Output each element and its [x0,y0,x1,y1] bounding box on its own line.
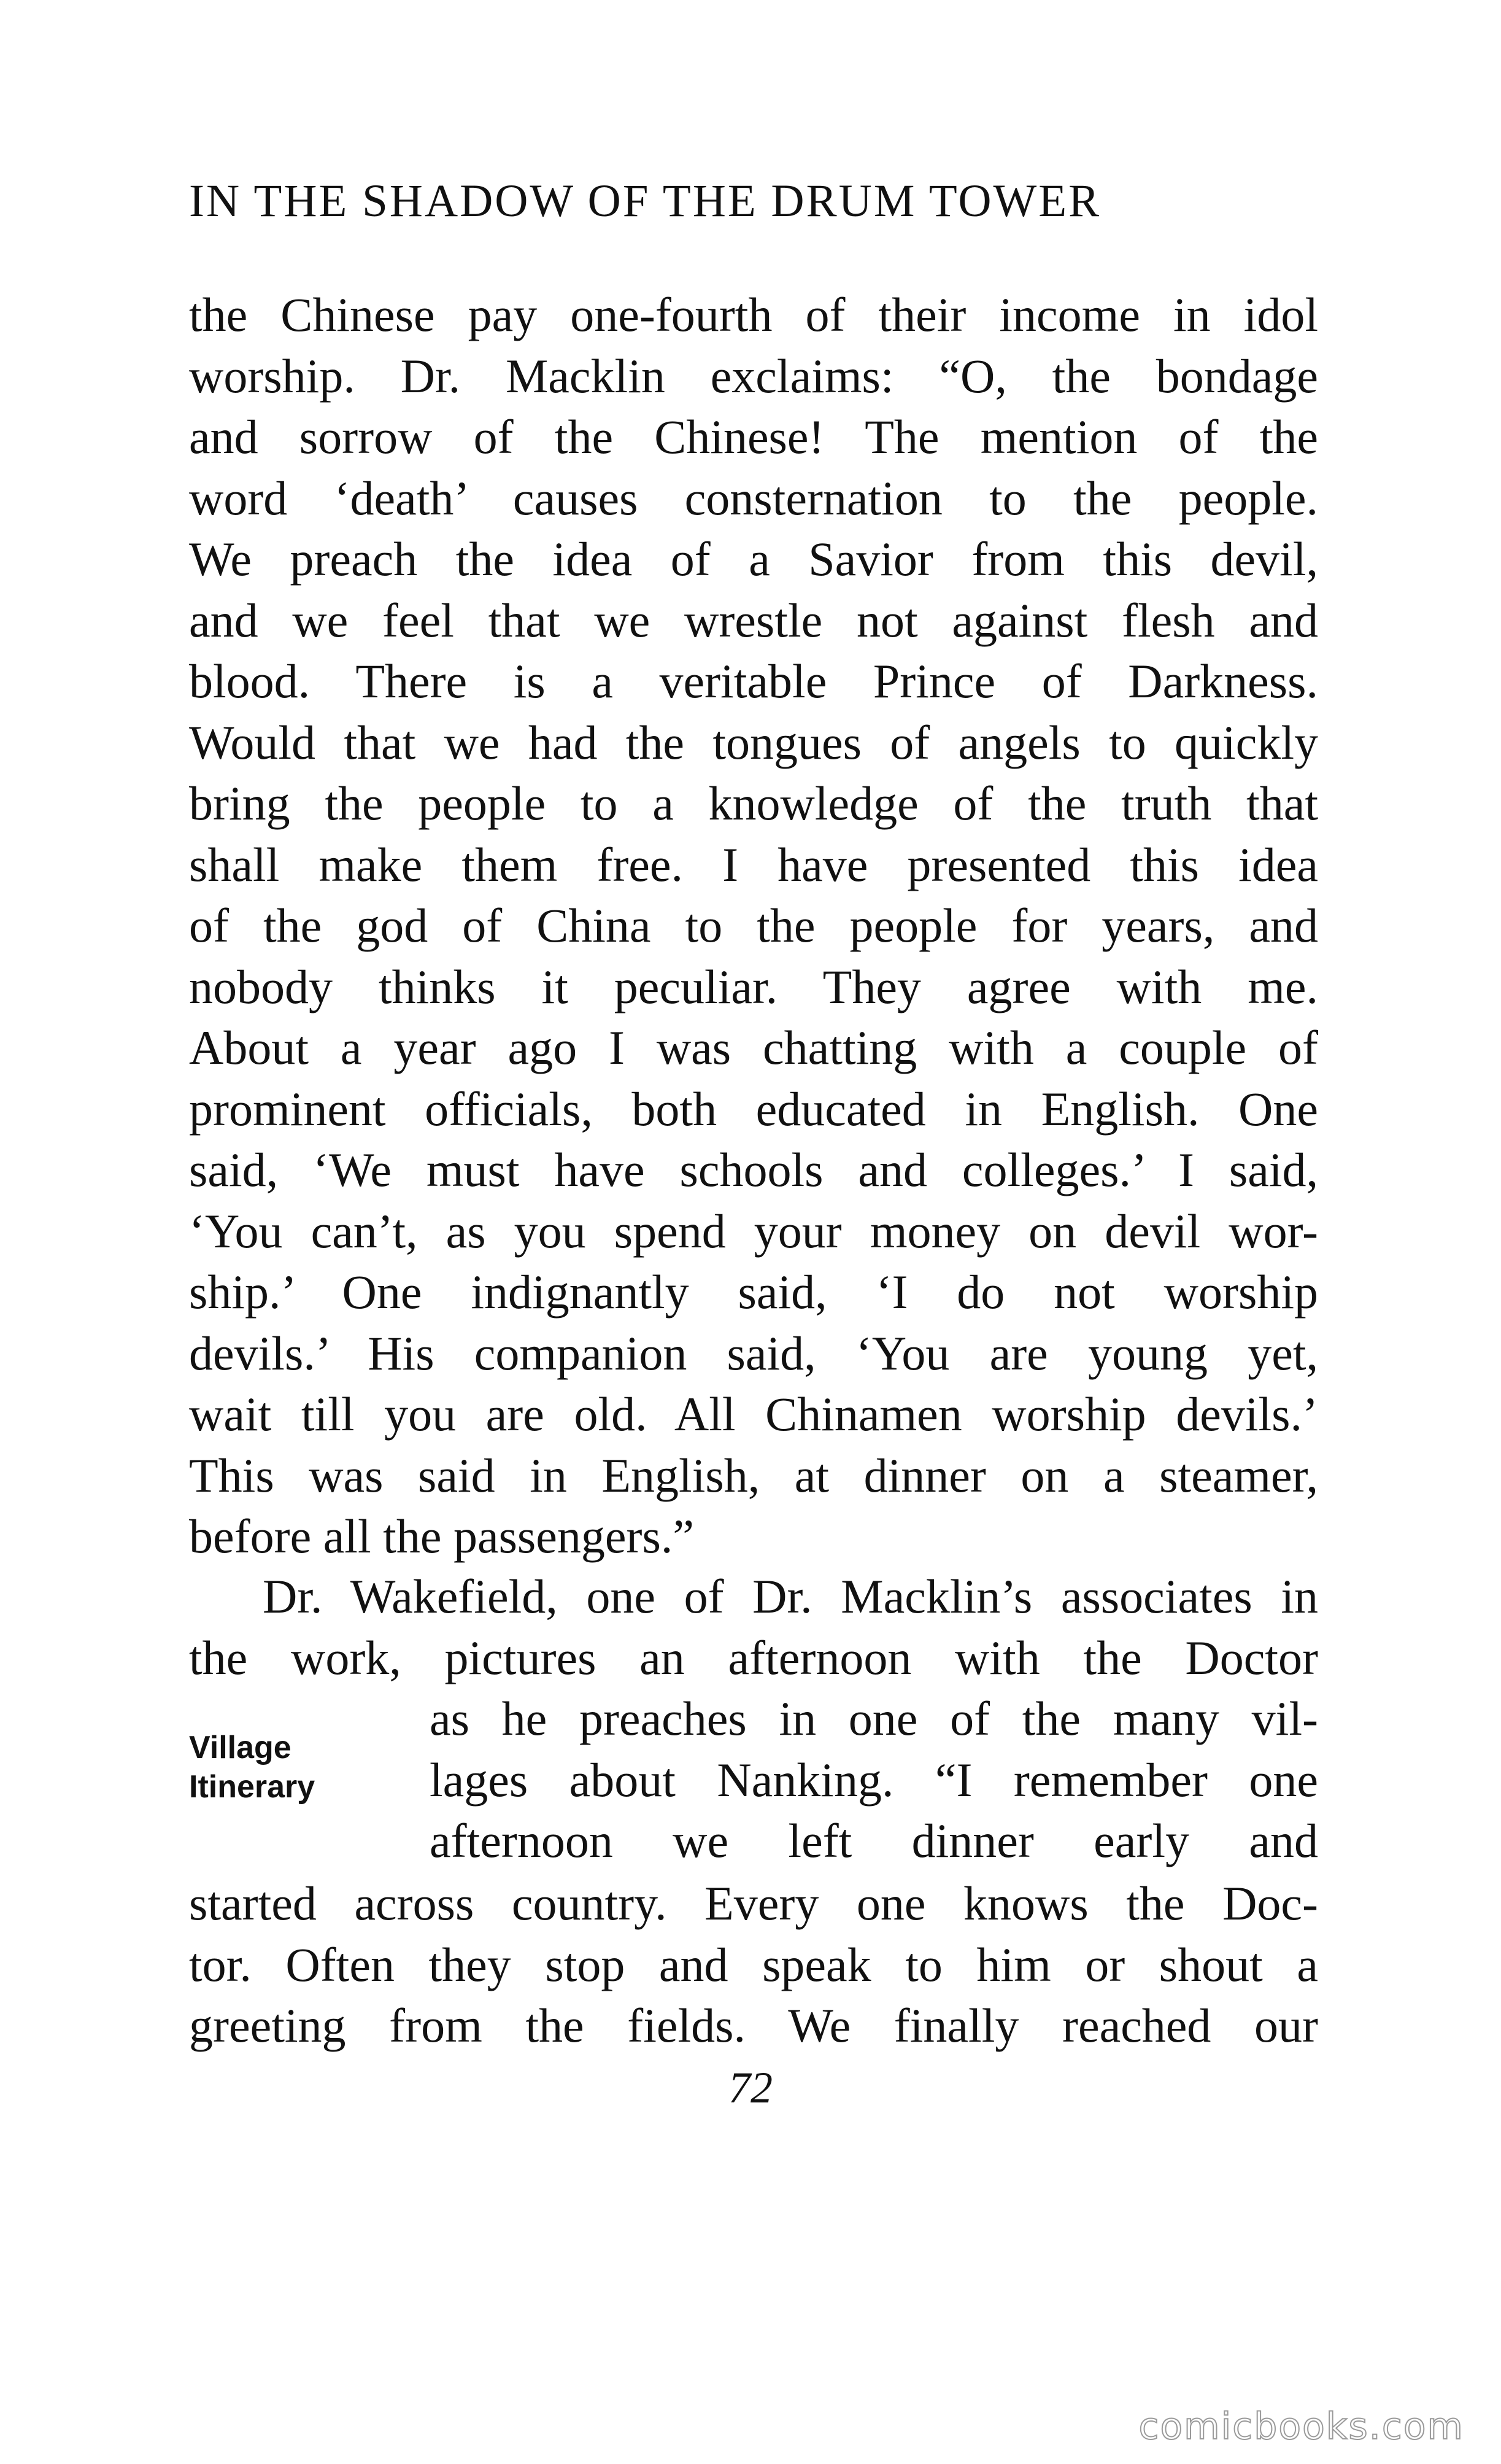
text-line: afternoon we left dinner early and [430,1814,1318,1867]
page-number: 72 [728,2063,773,2112]
sidenote-line: Itinerary [189,1769,315,1805]
text-line: of the god of China to the people for years, and [189,899,1318,952]
running-head: IN THE SHADOW OF THE DRUM TOWER [189,176,1102,227]
text-line: worship. Dr. Macklin exclaims: “O, the bondage [189,349,1318,403]
text-line: shall make them free. I have presented this idea [189,837,1318,891]
text-line: the work, pictures an afternoon with the Doctor [189,1630,1318,1684]
text-line: ‘You can’t, as you spend your money on devil wor- [189,1204,1318,1258]
text-line: word ‘death’ causes consternation to the people. [189,471,1318,525]
text-line: wait till you are old. All Chinamen worship devils.’ [189,1387,1318,1441]
text-line: tor. Often they stop and speak to him or shout a [189,1937,1318,1991]
text-line: We preach the idea of a Savior from this devil, [189,532,1318,586]
text-line: greeting from the fields. We finally reached our [189,1999,1318,2052]
text-line: blood. There is a veritable Prince of Darkness. [189,654,1318,708]
text-line: devils.’ His companion said, ‘You are young yet, [189,1326,1318,1380]
text-line: This was said in English, at dinner on a steamer, [189,1448,1318,1502]
text-line: and sorrow of the Chinese! The mention of the [189,410,1318,463]
paragraph-1 [189,284,1318,1567]
sidenote-line: Village [189,1730,291,1765]
sidenote-inset-region [189,1688,1318,1872]
text-line: ship.’ One indignantly said, ‘I do not worship [189,1265,1318,1319]
text-line: prominent officials, both educated in English. One [189,1082,1318,1136]
text-line: Would that we had the tongues of angels to quickly [189,715,1318,769]
text-line: lages about Nanking. “I remember one [430,1753,1318,1807]
text-line: before all the passengers.” [189,1509,694,1563]
text-line: started across country. Every one knows the Doc- [189,1877,1318,1930]
text-line: Dr. Wakefield, one of Dr. Macklin’s associates in [263,1570,1318,1623]
marginal-sidenote [189,1728,315,1807]
text-line: About a year ago I was chatting with a couple of [189,1021,1318,1074]
text-line: bring the people to a knowledge of the truth that [189,777,1318,830]
paragraph-2-continued [189,1873,1318,2056]
paragraph-2-opening [189,1566,1318,1688]
text-line: the Chinese pay one-fourth of their income in idol [189,288,1318,341]
text-line: nobody thinks it peculiar. They agree with me. [189,959,1318,1013]
text-line: and we feel that we wrestle not against flesh and [189,593,1318,647]
watermark: comicbooks.com [1138,2405,1464,2448]
text-line: said, ‘We must have schools and colleges.’ I said, [189,1143,1318,1196]
text-line: as he preaches in one of the many vil- [430,1692,1318,1745]
inset-text-block [430,1688,1318,1872]
